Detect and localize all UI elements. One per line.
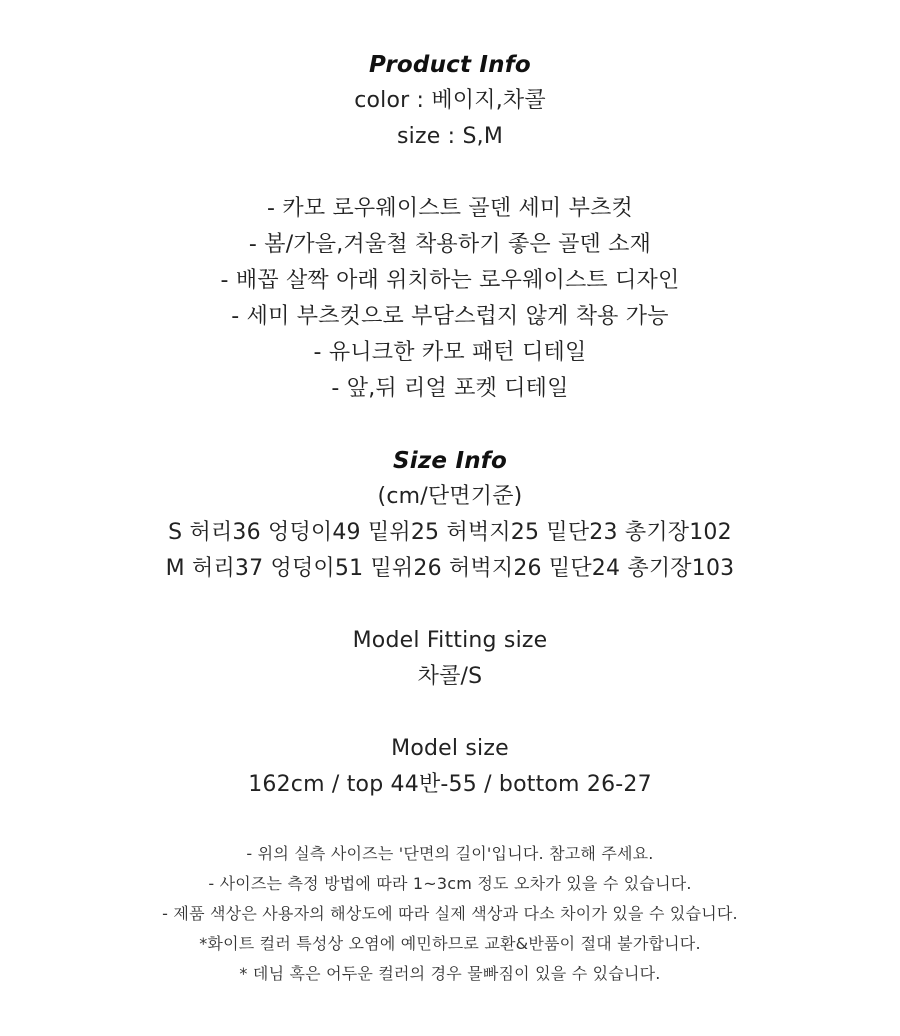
model-fitting-value: 차콜/S	[417, 664, 483, 689]
model-fitting-heading: Model Fitting size	[352, 628, 548, 653]
feature-item: - 앞,뒤 리얼 포켓 디테일	[331, 376, 569, 401]
color-info: color : 베이지,차콜	[354, 88, 546, 113]
model-size-heading: Model size	[391, 736, 509, 761]
notice-item: - 위의 실측 사이즈는 '단면의 길이'입니다. 참고해 주세요.	[246, 844, 654, 863]
size-info-heading: Size Info	[393, 448, 507, 474]
notice-item: *화이트 컬러 특성상 오염에 예민하므로 교환&반품이 절대 불가합니다.	[199, 934, 701, 953]
size-row-s: S 허리36 엉덩이49 밑위25 허벅지25 밑단23 총기장102	[168, 520, 732, 545]
feature-item: - 카모 로우웨이스트 골덴 세미 부츠컷	[267, 196, 633, 221]
size-options: size : S,M	[397, 124, 503, 149]
notice-item: - 사이즈는 측정 방법에 따라 1~3cm 정도 오차가 있을 수 있습니다.	[208, 874, 692, 893]
size-unit-note: (cm/단면기준)	[377, 484, 523, 509]
model-size-value: 162cm / top 44반-55 / bottom 26-27	[248, 772, 652, 797]
feature-item: - 유니크한 카모 패턴 디테일	[313, 340, 587, 365]
product-info-heading: Product Info	[369, 52, 531, 78]
feature-item: - 배꼽 살짝 아래 위치하는 로우웨이스트 디자인	[220, 268, 680, 293]
size-row-m: M 허리37 엉덩이51 밑위26 허벅지26 밑단24 총기장103	[165, 556, 735, 581]
feature-item: - 봄/가을,겨울철 착용하기 좋은 골덴 소재	[248, 232, 652, 257]
feature-item: - 세미 부츠컷으로 부담스럽지 않게 착용 가능	[231, 304, 669, 329]
notice-item: - 제품 색상은 사용자의 해상도에 따라 실제 색상과 다소 차이가 있을 수 있습니다.	[162, 904, 738, 923]
notice-item: * 데님 혹은 어두운 컬러의 경우 물빠짐이 있을 수 있습니다.	[239, 964, 661, 983]
